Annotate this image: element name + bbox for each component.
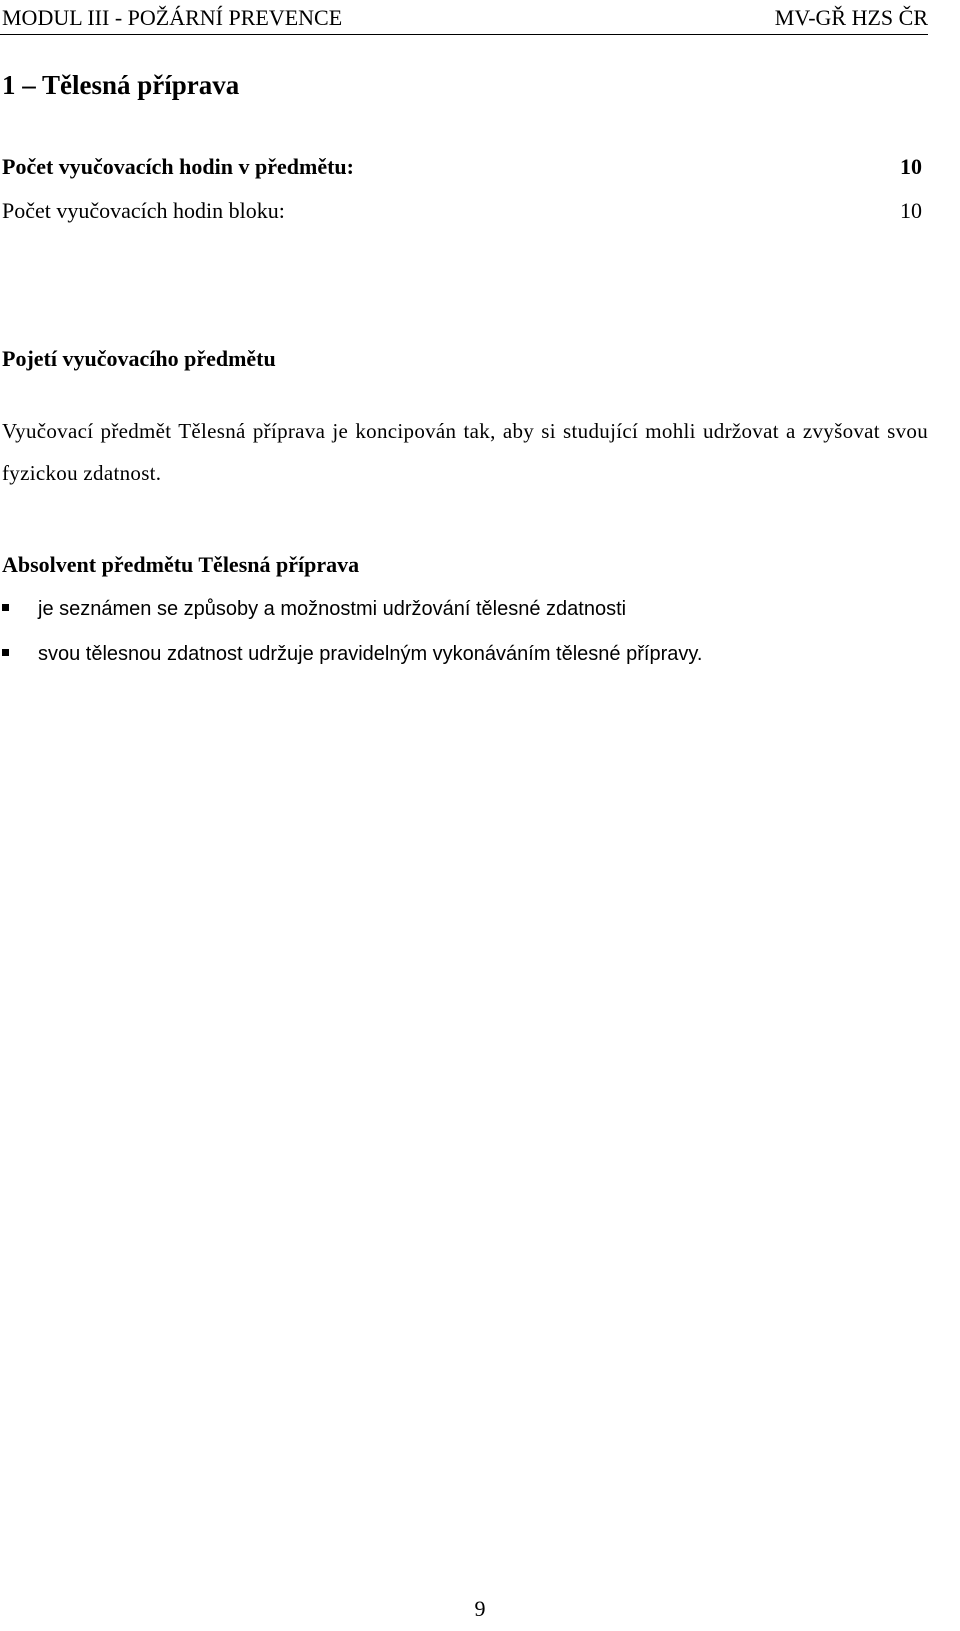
subject-hours-value: 10 — [900, 154, 922, 179]
absolvent-section-title: Absolvent předmětu Tělesná příprava — [2, 552, 360, 577]
concept-section-title: Pojetí vyučovacího předmětu — [2, 346, 276, 371]
list-item — [0, 596, 702, 641]
page-header — [0, 5, 928, 35]
subject-hours-row — [2, 154, 922, 180]
header-module-title: MODUL III - POŽÁRNÍ PREVENCE — [2, 5, 343, 30]
header-organization: MV-GŘ HZS ČR — [774, 5, 928, 30]
page-number: 9 — [474, 1596, 486, 1621]
square-bullet-icon — [2, 604, 9, 611]
square-bullet-icon — [2, 649, 9, 656]
chapter-heading: 1 – Tělesná příprava — [2, 70, 240, 100]
block-hours-row — [2, 198, 922, 224]
absolvent-list — [0, 596, 702, 686]
subject-hours-label: Počet vyučovacích hodin v předmětu: — [2, 154, 354, 179]
list-item-text: je seznámen se způsoby a možnostmi udržování tělesné zdatnosti — [38, 598, 627, 620]
list-item — [0, 641, 702, 686]
block-hours-value: 10 — [900, 198, 922, 223]
list-item-text: svou tělesnou zdatnost udržuje pravidelným vykonáváním tělesné přípravy. — [38, 643, 703, 665]
block-hours-label: Počet vyučovacích hodin bloku: — [2, 198, 285, 223]
concept-paragraph: Vyučovací předmět Tělesná příprava je koncipován tak, aby si studující mohli udržovat a zvyšovat svou fyzickou zdatnost. — [2, 419, 928, 485]
